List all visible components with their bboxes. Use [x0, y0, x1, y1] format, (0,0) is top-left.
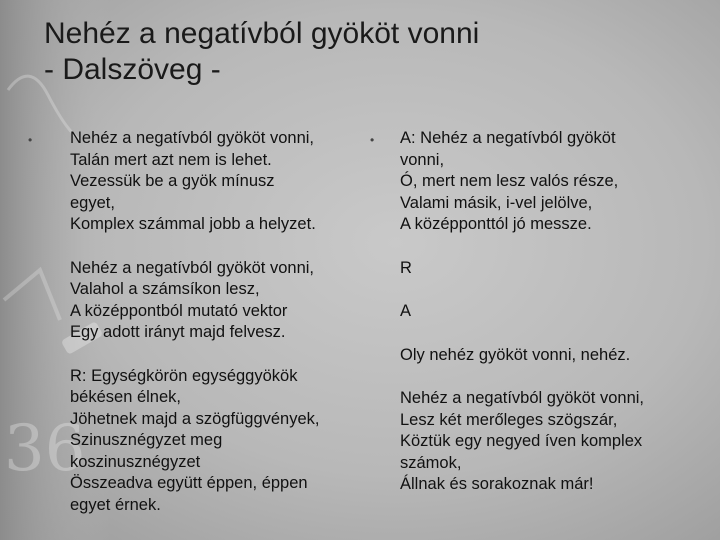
verse [70, 366, 358, 517]
lyric-line: Jöhetnek majd a szögfüggvények, [70, 409, 320, 428]
slide-title [44, 16, 684, 88]
lyric-line: Lesz két merőleges szögszár, [400, 410, 618, 429]
svg-text:36: 36 [4, 412, 86, 486]
lyric-line: Szinusznégyzet meg [70, 431, 223, 449]
lyric-line: egyet, [70, 193, 115, 212]
lyric-line: békésen élnek, [70, 388, 181, 406]
lyric-line: Köztük egy negyed íven komplex [400, 432, 643, 450]
lyric-line: Összeadva együtt éppen, éppen [70, 474, 308, 492]
lyric-line: koszinusznégyzet [70, 452, 201, 471]
title-line-2: - Dalszöveg - [44, 53, 221, 86]
title-line-1: Nehéz a negatívból gyököt vonni [44, 17, 480, 50]
lyric-line: Vezessük be a gyök mínusz [70, 172, 275, 190]
verse [400, 301, 700, 323]
lyric-line: A: Nehéz a negatívból gyököt [400, 129, 616, 147]
lyric-line: Ó, mert nem lesz valós része, [400, 172, 619, 190]
verse [400, 128, 700, 236]
bullet-icon: • [370, 133, 375, 147]
lyric-line: Nehéz a negatívból gyököt vonni, [400, 389, 644, 407]
lyric-line: Nehéz a negatívból gyököt vonni, [70, 129, 314, 147]
lyric-line: számok, [400, 453, 462, 472]
verse [70, 128, 358, 236]
verse [400, 388, 700, 496]
lyric-line: A középponttól jó messze. [400, 215, 592, 233]
verse [400, 345, 700, 367]
lyric-line: Valahol a számsíkon lesz, [70, 280, 260, 298]
bullet-icon: • [28, 133, 33, 147]
right-column [370, 128, 700, 512]
lyric-line: Valami másik, i-vel jelölve, [400, 193, 593, 212]
lyric-line: Állnak és sorakoznak már! [400, 475, 594, 493]
lyric-line: R [400, 258, 412, 277]
verse [400, 258, 700, 280]
lyric-line: Egy adott irányt majd felvesz. [70, 323, 286, 341]
left-column [28, 128, 358, 532]
lyric-line: Nehéz a negatívból gyököt vonni, [70, 258, 314, 277]
lyric-line: Oly nehéz gyököt vonni, nehéz. [400, 345, 631, 364]
lyric-line: vonni, [400, 150, 445, 169]
lyric-line: Talán mert azt nem is lehet. [70, 150, 272, 169]
verse [70, 258, 358, 344]
lyric-line: R: Egységkörön egységgyökök [70, 366, 298, 385]
lyric-line: egyet érnek. [70, 495, 161, 514]
lyric-line: Komplex számmal jobb a helyzet. [70, 215, 316, 233]
lyric-line: A középpontból mutató vektor [70, 301, 288, 320]
lyric-line: A [400, 302, 412, 320]
